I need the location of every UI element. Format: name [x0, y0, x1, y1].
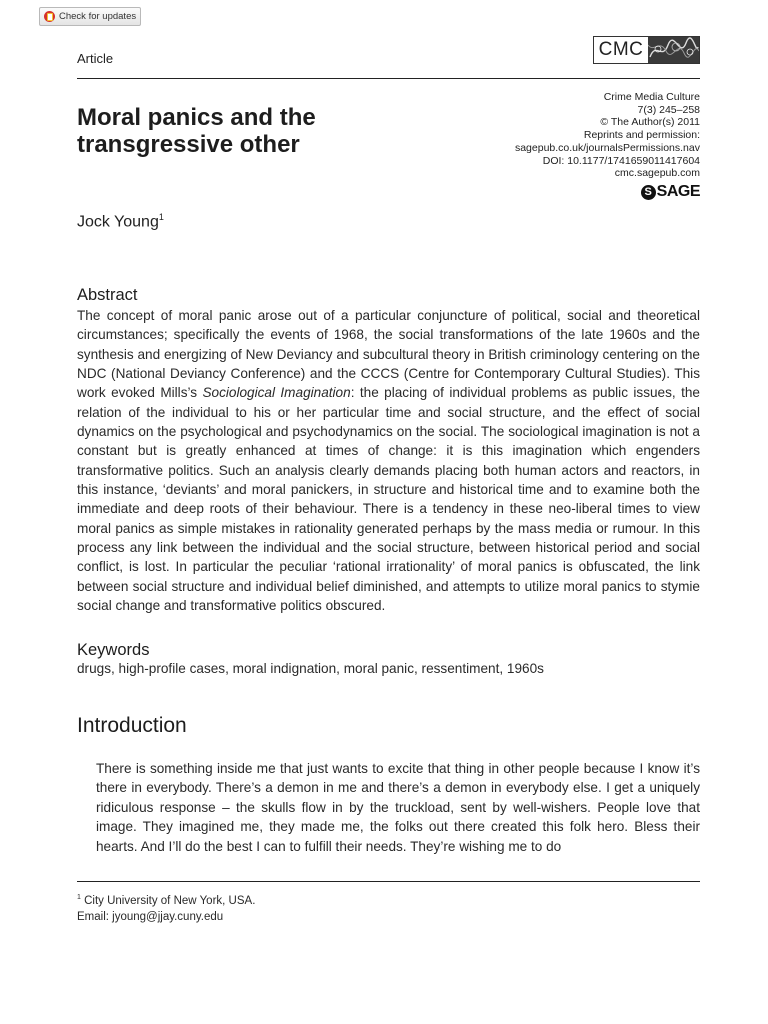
- journal-volume: 7(3) 245–258: [637, 103, 700, 116]
- journal-logo: [593, 36, 700, 64]
- journal-logo-artwork: [648, 37, 699, 63]
- journal-metadata: [515, 91, 700, 180]
- header-divider: [77, 78, 700, 79]
- check-for-updates-label: Check for updates: [59, 11, 137, 22]
- logo-pattern-icon: [648, 37, 699, 63]
- footnote-affiliation-line: [77, 890, 255, 909]
- journal-website-link[interactable]: cmc.sagepub.com: [614, 167, 700, 180]
- footnote-marker: 1: [77, 894, 81, 901]
- doi[interactable]: DOI: 10.1177/1741659011417604: [542, 154, 700, 167]
- author-email[interactable]: Email: jyoung@jjay.cuny.edu: [77, 910, 224, 923]
- journal-logo-text: CMC: [598, 39, 644, 60]
- abstract-text-part-1: The concept of moral panic arose out of a particular conjuncture of political, social and theoretical circumstances; specifically the events of 1968, the social transformations of the late 1960s and the synthesis and energizing of New Deviancy and subcultural theory in British criminology centering on the NDC (National Deviancy Conference) and the CCCS (Centre for Contemporary Cultural Studies). This work evoked Mills’s: [77, 308, 700, 401]
- sage-s-icon: S: [641, 185, 656, 200]
- abstract-text-part-2: : the placing of individual problems as public issues, the relation of the individual to his or her particular time and social structure, and the effect of social dynamics on the psychological and psychodynamics on the social. The sociological imagination is not a constant but is greatly enhanced at times of change: it is this imagination which engenders transformative politics. Such an analysis clearly demands placing both human actors and reactors, in this instance, ‘deviants’ and moral panickers, in structure and historical time and to examine both the immediate and deep roots of their behaviour. There is a tendency in these neo-liberal times to view moral panics as simple mistakes in rationality generated perhaps by the mass media or rumour. In this process any link between the individual and the social structure, between historical period and social conflict, is lost. In particular the peculiar ‘rational irrationality’ of moral panics is obfuscated, the link between social structure and individual belief diminished, and attempts to utilize moral panics to stymie social change and transformative politics obscured.: [77, 385, 700, 614]
- publisher-logo: [641, 183, 700, 201]
- author-footnote-marker: 1: [158, 212, 164, 222]
- author-affiliation: City University of New York, USA.: [84, 894, 256, 907]
- keywords-heading: Keywords: [77, 641, 150, 659]
- article-title: Moral panics and the transgressive other: [77, 104, 316, 158]
- introduction-heading: Introduction: [77, 714, 187, 737]
- author-name-text: Jock Young: [77, 213, 159, 231]
- check-for-updates-button[interactable]: [39, 7, 141, 26]
- introduction-quote: There is something inside me that just wants to excite that thing in other people because I know it’s there in everybody. There’s a demon in me and there’s a demon in everybody else. I get a uniquely ridiculous response – the skulls flow in by the truckload, sent by well-wishers. People love that image. They imagined me, they made me, the folks out there created this folk hero. Bless their hearts. And I’ll do the best I can to fulfill their needs. They’re wishing me to do: [96, 761, 700, 854]
- abstract-text: [77, 306, 700, 616]
- copyright-notice: © The Author(s) 2011: [600, 116, 700, 129]
- author-name: [77, 212, 164, 231]
- footnote-divider: [77, 881, 700, 882]
- publisher-logo-text: SAGE: [656, 183, 700, 200]
- permissions-link[interactable]: sagepub.co.uk/journalsPermissions.nav: [514, 141, 700, 154]
- footnote: [77, 890, 255, 925]
- reprints-label: Reprints and permission:: [583, 129, 700, 142]
- keywords-list: drugs, high-profile cases, moral indignation, moral panic, ressentiment, 1960s: [77, 661, 544, 676]
- abstract-heading: Abstract: [77, 286, 138, 304]
- abstract-italic-title: Sociological Imagination: [202, 385, 351, 401]
- crossmark-icon: [44, 11, 55, 22]
- journal-name: Crime Media Culture: [603, 91, 700, 103]
- article-type-label: Article: [77, 51, 114, 66]
